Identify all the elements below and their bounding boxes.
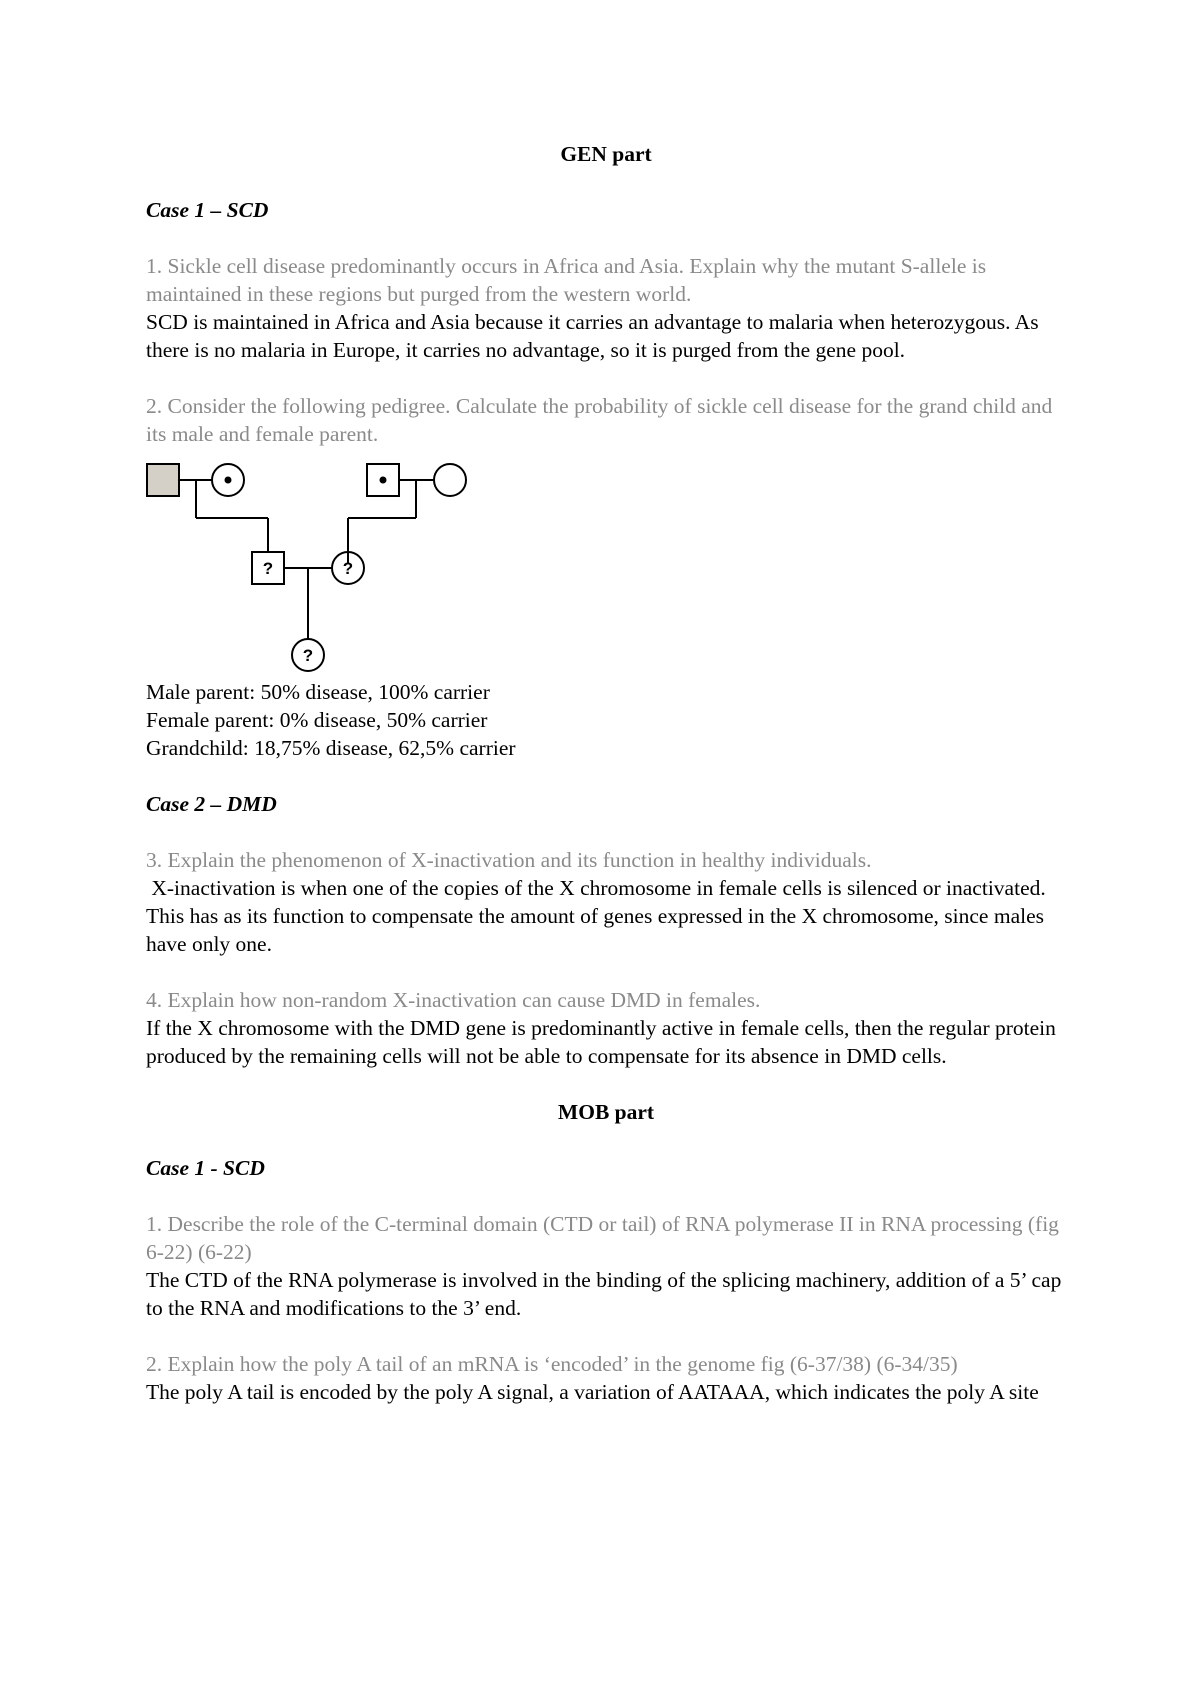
mob-answer-1: The CTD of the RNA polymerase is involved in the binding of the splicing machinery, addition of a 5’ cap to the RNA and modifications to the 3’ end. (146, 1268, 1062, 1320)
mob-question-1: 1. Describe the role of the C-terminal domain (CTD or tail) of RNA polymerase II in RNA processing (fig 6-22) (6-22) (146, 1212, 1059, 1264)
carrier-dot (225, 477, 232, 484)
gen-case1-title: Case 1 – SCD (146, 198, 269, 222)
carrier-dot (380, 477, 387, 484)
grandchild-unknown-mark: ? (302, 646, 314, 665)
gen-answer-4: If the X chromosome with the DMD gene is predominantly active in female cells, then the regular protein produced by the remaining cells will not be able to compensate for its absence in DMD cells. (146, 1016, 1056, 1068)
mob-case1-title: Case 1 - SCD (146, 1156, 265, 1180)
gen-part-heading: GEN part (560, 142, 652, 166)
unaffected-grandmother-symbol (434, 464, 466, 496)
gen-question-1: 1. Sickle cell disease predominantly occurs in Africa and Asia. Explain why the mutant S-allele is maintained in these regions but purged from the western world. (146, 254, 987, 306)
result-male-parent: Male parent: 50% disease, 100% carrier (146, 680, 490, 704)
pedigree-diagram (146, 448, 506, 678)
result-female-parent: Female parent: 0% disease, 50% carrier (146, 708, 488, 732)
gen-question-3: 3. Explain the phenomenon of X-inactivation and its function in healthy individuals. (146, 848, 872, 872)
mob-question-2: 2. Explain how the poly A tail of an mRNA is ‘encoded’ in the genome fig (6-37/38) (6-34/35) (146, 1352, 958, 1376)
gen-answer-3: X-inactivation is when one of the copies of the X chromosome in female cells is silenced or inactivated. This has as its function to compensate the amount of genes expressed in the X chromosome, since males have only one. (146, 876, 1051, 956)
gen-question-4: 4. Explain how non-random X-inactivation can cause DMD in females. (146, 988, 761, 1012)
gen-case2-title: Case 2 – DMD (146, 792, 277, 816)
gen-answer-1: SCD is maintained in Africa and Asia because it carries an advantage to malaria when heterozygous. As there is no malaria in Europe, it carries no advantage, so it is purged from the gene pool. (146, 310, 1039, 362)
document-page (146, 140, 1066, 1406)
mob-answer-2: The poly A tail is encoded by the poly A signal, a variation of AATAAA, which indicates the poly A site (146, 1380, 1039, 1404)
female-parent-unknown-mark: ? (342, 559, 354, 578)
result-grandchild: Grandchild: 18,75% disease, 62,5% carrier (146, 736, 516, 760)
male-parent-unknown-mark: ? (262, 559, 274, 578)
gen-question-2: 2. Consider the following pedigree. Calculate the probability of sickle cell disease for the grand child and its male and female parent. (146, 394, 1053, 446)
affected-grandfather-symbol (147, 464, 179, 496)
mob-part-heading: MOB part (557, 1100, 655, 1124)
